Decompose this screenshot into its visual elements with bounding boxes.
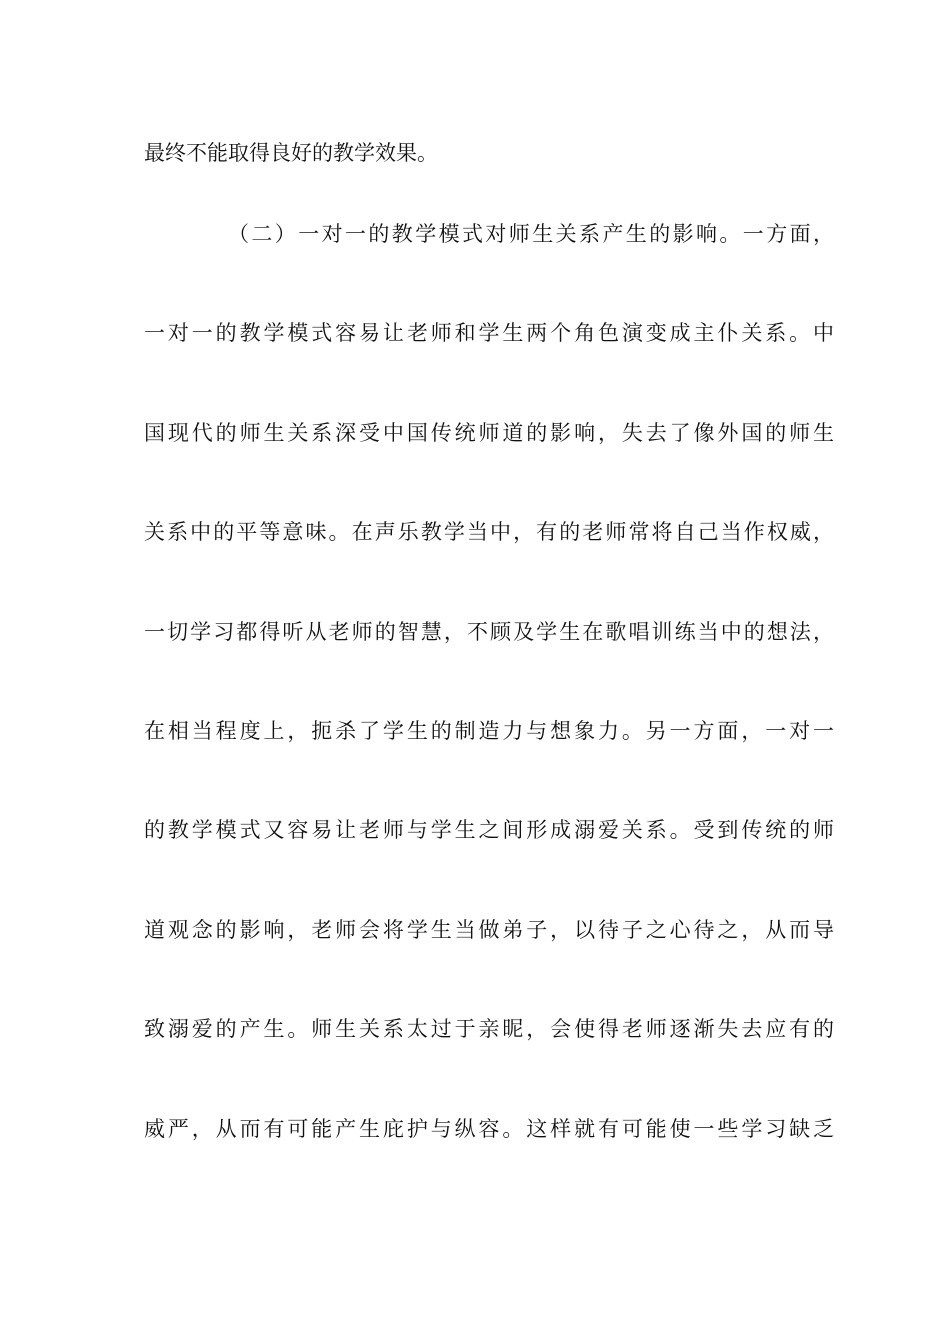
paragraph-line-10: 致溺爱的产生。师生关系太过于亲昵，会使得老师逐渐失去应有的 (144, 1017, 834, 1041)
paragraph-line-5: 关系中的平等意味。在声乐教学当中，有的老师常将自己当作权威， (144, 520, 834, 544)
paragraph-line-8: 的教学模式又容易让老师与学生之间形成溺爱关系。受到传统的师 (144, 818, 834, 842)
section-heading-line: （二）一对一的教学模式对师生关系产生的影响。一方面， (228, 222, 834, 246)
paragraph-line-11: 威严，从而有可能产生庇护与纵容。这样就有可能使一些学习缺乏 (144, 1117, 834, 1141)
paragraph-line-7: 在相当程度上，扼杀了学生的制造力与想象力。另一方面，一对一 (144, 719, 834, 743)
paragraph-line-4: 国现代的师生关系深受中国传统师道的影响，失去了像外国的师生 (144, 421, 834, 445)
paragraph-line-6: 一切学习都得听从老师的智慧，不顾及学生在歌唱训练当中的想法， (144, 620, 834, 644)
paragraph-line-1: 最终不能取得良好的教学效果。 (144, 141, 438, 165)
paragraph-line-3: 一对一的教学模式容易让老师和学生两个角色演变成主仆关系。中 (144, 321, 834, 345)
paragraph-line-9: 道观念的影响，老师会将学生当做弟子，以待子之心待之，从而导 (144, 918, 834, 942)
